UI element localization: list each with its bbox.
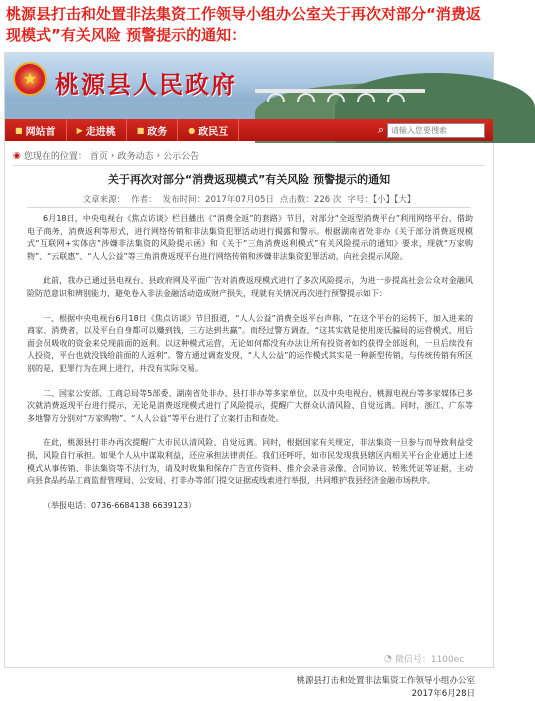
breadcrumb-notices[interactable]: 公示公告 — [163, 152, 200, 162]
wechat-icon: ◔ — [384, 653, 392, 664]
nav-item-interaction[interactable]: ● 政民互 — [178, 119, 239, 141]
report-hotline: （举报电话：0736-6684138 6639123） — [43, 500, 197, 510]
signature — [235, 675, 475, 701]
national-emblem-icon[interactable]: ★ — [13, 62, 47, 96]
location-pin-icon: ◉ — [13, 150, 21, 161]
paragraph: 此前，我办已通过县电视台、县政府网及平面广告对消费返现模式进行了多次风险提示，为进一步提高社会公众对金融风险防范意识和辨别能力，避免卷入非法金融活动造成财产损失，现就有关情况再次进行预警提示如下： — [27, 276, 473, 298]
people-icon: ● — [188, 125, 196, 135]
arrow-icon: ▶ — [76, 125, 83, 135]
search-input[interactable] — [387, 123, 485, 138]
article-title: 关于再次对部分“消费返现模式”有关风险 预警提示的通知 — [107, 173, 391, 186]
bridge-graphic — [255, 89, 425, 93]
meta-clicks: 点击数：226 次 — [279, 195, 342, 205]
paragraph: 在此，桃源县打非办再次提醒广大市民认清风险、自觉远离。同时，根据国家有关规定，非法集资一旦参与而导致利益受损，风险自行承担。如果个人从中谋取利益，还应承担法律责任。我们还呼吁，如市民发现我县辖区内相关平台企业通过上述模式从事传销、非法集资等不法行为，请及时收集和保存广告宣传资料、推介会录音录像、合同协议、转账凭证等证据，主动向县食品药品工商监督管理局、公安局、打非办等部门提交证据或线索进行举报，共同维护我县经济金融市场秩序。 — [27, 438, 473, 486]
meta-source: 文章来源： — [82, 195, 126, 205]
signature-date: 2017年6月28日 — [411, 689, 475, 699]
search-icon[interactable]: ⌕ — [377, 123, 384, 136]
article-body — [27, 213, 473, 512]
wechat-watermark: ◔ 微信号：1100ec — [384, 653, 465, 665]
breadcrumb-home[interactable]: 首页 — [89, 152, 108, 162]
font-size-toggle[interactable]: 字号：【小】【大】 — [347, 195, 416, 205]
meta-author: 作者： — [131, 195, 157, 205]
nav-item-about[interactable]: ▶ 走进桃 — [67, 119, 127, 141]
paragraph: 6月18日，中央电视台《焦点访谈》栏目播出《“消费全返”的套路》节目，对部分“全返型消费平台”利用网络平台、借助电子商务，消费返利等形式，进行网络传销和非法集资犯罪活动进行揭露和警示。根据湖南省处非办《关于部分消费返现模式“互联网+实体店”涉嫌非法集资的风险提示函》和《关于“三角消费返利模式”有关风险提示的通知》要求，现就“万家购物”、“云联惠”、“人人公益”等三角消费返现平台进行网络传销和涉嫌非法集资犯罪活动，向社会提示风险。 — [27, 214, 473, 261]
main-navbar — [5, 119, 493, 141]
nav-item-government[interactable]: ■ 政务 — [127, 119, 179, 141]
nav-search — [378, 123, 485, 138]
article-meta — [5, 193, 493, 205]
meta-date: 发布时间：2017年07月05日 — [162, 195, 274, 205]
site-banner — [5, 53, 493, 119]
site-title[interactable]: 桃源县人民政府 — [55, 70, 237, 99]
breadcrumb: ◉ 您现在的位置： 首页 › 政务动态 › 公示公告 — [13, 150, 200, 162]
paragraph: 一、根据中央电视台6月18日《焦点访谈》节目报道，“人人公益”消费全返平台声称，“在这个平台的运转下，加入进来的商家、消费者，以及平台自身都可以赚到钱，三方达到共赢”。而经过警方调查，“这其实就是使用庞氏骗局的运营模式，用后面会员吸收的资金来兑现前面的返利。以这种模式运营，无论如何都没有办法让所有投资者如约获得全部返利，一旦后续没有人投资，平台也就没钱给前面的人返利”。警方通过调查发现，“人人公益”的运作模式其实是一种新型传销，与传统传销有所区别的是，犯罪行为在网上进行，并没有实际交易。 — [27, 313, 473, 373]
doc-icon: ■ — [136, 125, 145, 135]
signature-org: 桃源县打击和处置非法集资工作领导小组办公室 — [296, 676, 475, 686]
breadcrumb-news[interactable]: 政务动态 — [117, 152, 154, 162]
nav-item-home[interactable]: ■ 网站首 — [5, 119, 67, 141]
page-heading: 桃源县打击和处置非法集资工作领导小组办公室关于再次对部分“消费返现模式”有关风险 预警提示的通知： — [6, 5, 481, 44]
home-icon: ■ — [15, 125, 23, 135]
paragraph: 二、国家公安部、工商总局等5部委、湖南省处非办、县打非办等多家单位，以及中央电视台、桃源电视台等多家媒体已多次就消费返现平台进行提示，无论是消费返现模式进行了风险提示，提醒广大群众认清风险、自觉远离。同时，浙江、广东等多地警方分别对“万家购物”、“人人公益”等平台进行了立案打击和查处。 — [27, 388, 473, 423]
screenshot-frame — [4, 52, 494, 699]
divider — [27, 207, 471, 208]
divider — [13, 165, 485, 166]
